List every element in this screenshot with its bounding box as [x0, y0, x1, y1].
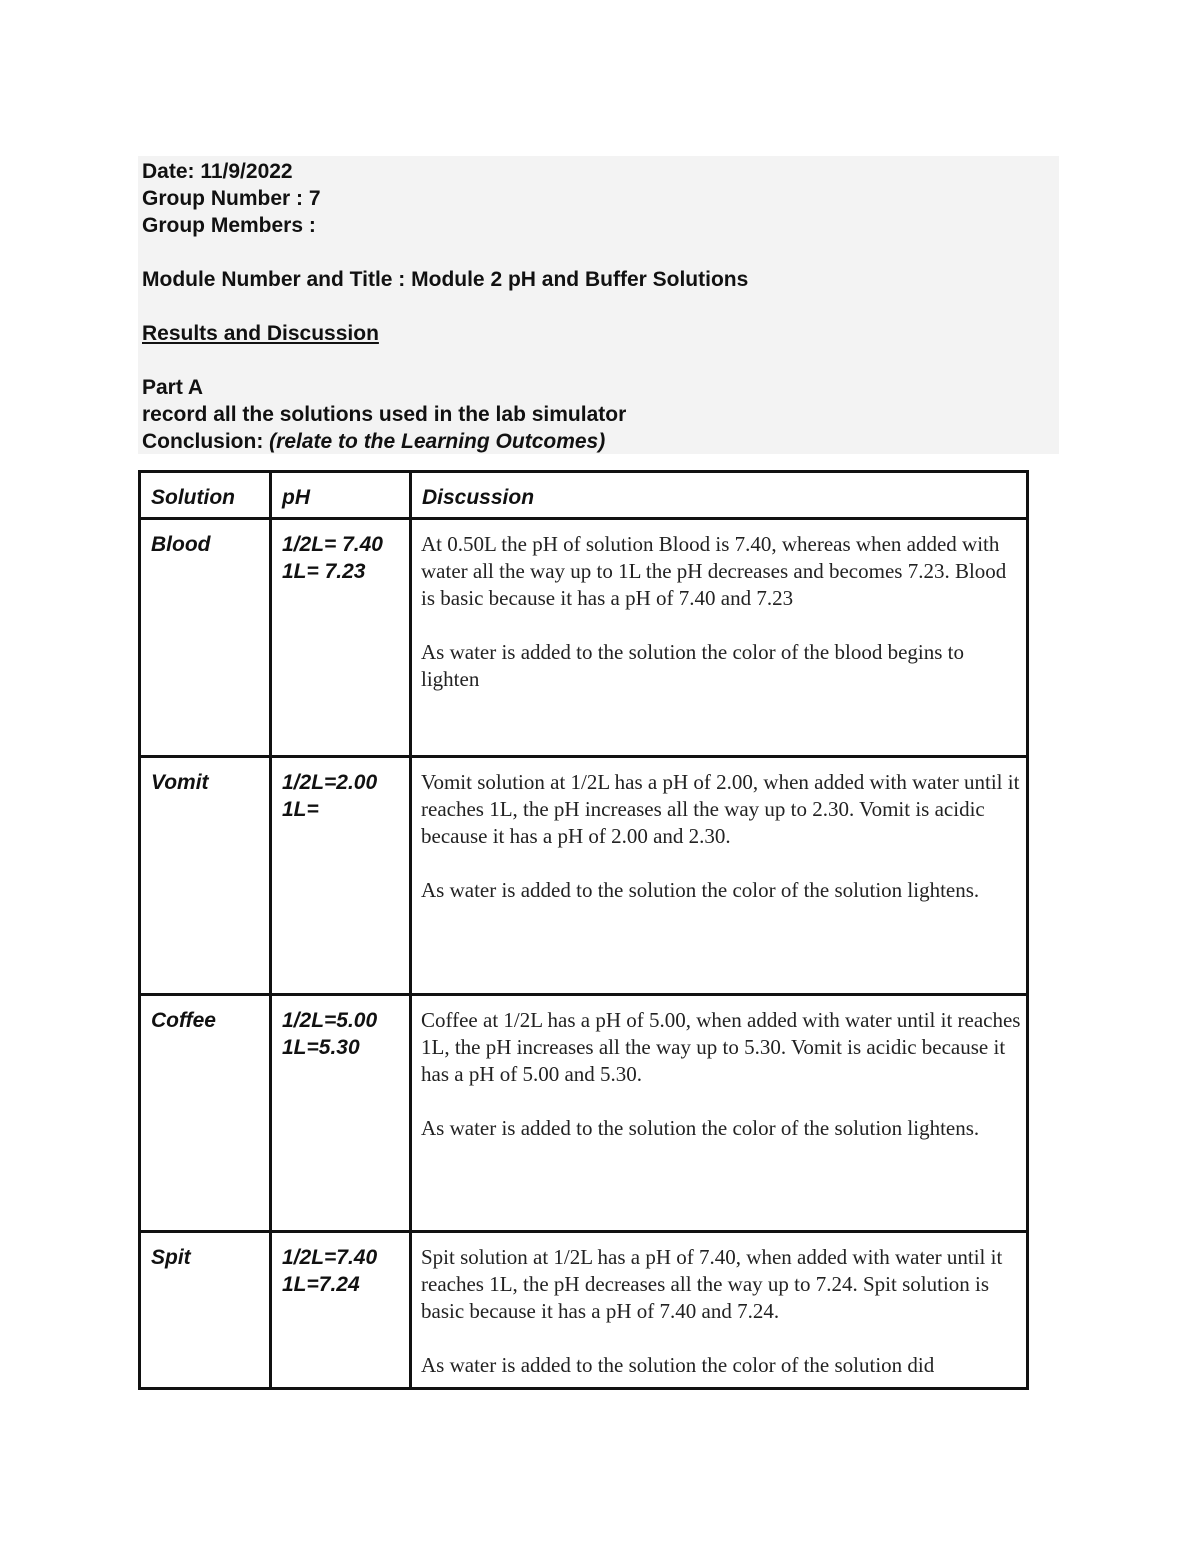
- discussion-paragraph: Coffee at 1/2L has a pH of 5.00, when added with water until it reaches 1L, the pH increases all the way up to 5.30. Vomit is acidic because it has a pH of 5.00 and 5.30.: [421, 1008, 1021, 1086]
- ph-one-liter: 1L= 7.23: [282, 560, 366, 583]
- results-table: [138, 470, 1029, 1390]
- part-label: Part A: [142, 376, 204, 399]
- discussion-cell: [411, 757, 1028, 995]
- column-header-discussion: Discussion: [411, 472, 1028, 519]
- conclusion-label: Conclusion:: [142, 430, 270, 453]
- section-title: Results and Discussion: [142, 322, 379, 345]
- ph-half-liter: 1/2L= 7.40: [282, 533, 383, 556]
- ph-cell: [271, 757, 411, 995]
- discussion-cell: [411, 519, 1028, 757]
- discussion-paragraph: Vomit solution at 1/2L has a pH of 2.00, when added with water until it reaches 1L, the pH increases all the way up to 2.30. Vomit is acidic because it has a pH of 2.00 and 2.30.: [421, 770, 1020, 848]
- ph-half-liter: 1/2L=5.00: [282, 1009, 378, 1032]
- solution-cell: Spit: [140, 1232, 271, 1389]
- table-header-row: [140, 472, 1028, 519]
- discussion-paragraph: Spit solution at 1/2L has a pH of 7.40, when added with water until it reaches 1L, the pH decreases all the way up to 7.24. Spit solution is basic because it has a pH of 7.40 and 7.24.: [421, 1245, 1003, 1323]
- discussion-cell: [411, 995, 1028, 1232]
- table-row: [140, 757, 1028, 995]
- ph-one-liter: 1L=5.30: [282, 1036, 360, 1059]
- solution-cell: Coffee: [140, 995, 271, 1232]
- date-line: Date: 11/9/2022: [142, 160, 293, 183]
- module-title-line: Module Number and Title : Module 2 pH and Buffer Solutions: [142, 268, 749, 291]
- ph-cell: [271, 995, 411, 1232]
- table-row: [140, 519, 1028, 757]
- group-number-line: Group Number : 7: [142, 187, 321, 210]
- ph-cell: [271, 1232, 411, 1389]
- group-members-line: Group Members :: [142, 214, 316, 237]
- table-row: [140, 995, 1028, 1232]
- ph-one-liter: 1L=: [282, 798, 319, 821]
- solution-cell: Blood: [140, 519, 271, 757]
- discussion-paragraph: As water is added to the solution the color of the blood begins to lighten: [421, 640, 964, 691]
- discussion-paragraph: As water is added to the solution the color of the solution did: [421, 1353, 935, 1377]
- column-header-ph: pH: [271, 472, 411, 519]
- ph-half-liter: 1/2L=2.00: [282, 771, 378, 794]
- discussion-paragraph: As water is added to the solution the color of the solution lightens.: [421, 1116, 980, 1140]
- ph-one-liter: 1L=7.24: [282, 1273, 360, 1296]
- conclusion-note: (relate to the Learning Outcomes): [269, 430, 606, 453]
- discussion-cell: [411, 1232, 1028, 1389]
- column-header-solution: Solution: [140, 472, 271, 519]
- instruction-line: record all the solutions used in the lab simulator: [142, 403, 627, 426]
- discussion-paragraph: At 0.50L the pH of solution Blood is 7.40, whereas when added with water all the way up to 1L the pH decreases and becomes 7.23. Blood is basic because it has a pH of 7.40 and 7.23: [421, 532, 1007, 610]
- table-row: [140, 1232, 1028, 1389]
- ph-half-liter: 1/2L=7.40: [282, 1246, 378, 1269]
- solution-cell: Vomit: [140, 757, 271, 995]
- header-block: [138, 156, 1059, 454]
- ph-cell: [271, 519, 411, 757]
- conclusion-line: [142, 428, 1059, 455]
- discussion-paragraph: As water is added to the solution the color of the solution lightens.: [421, 878, 980, 902]
